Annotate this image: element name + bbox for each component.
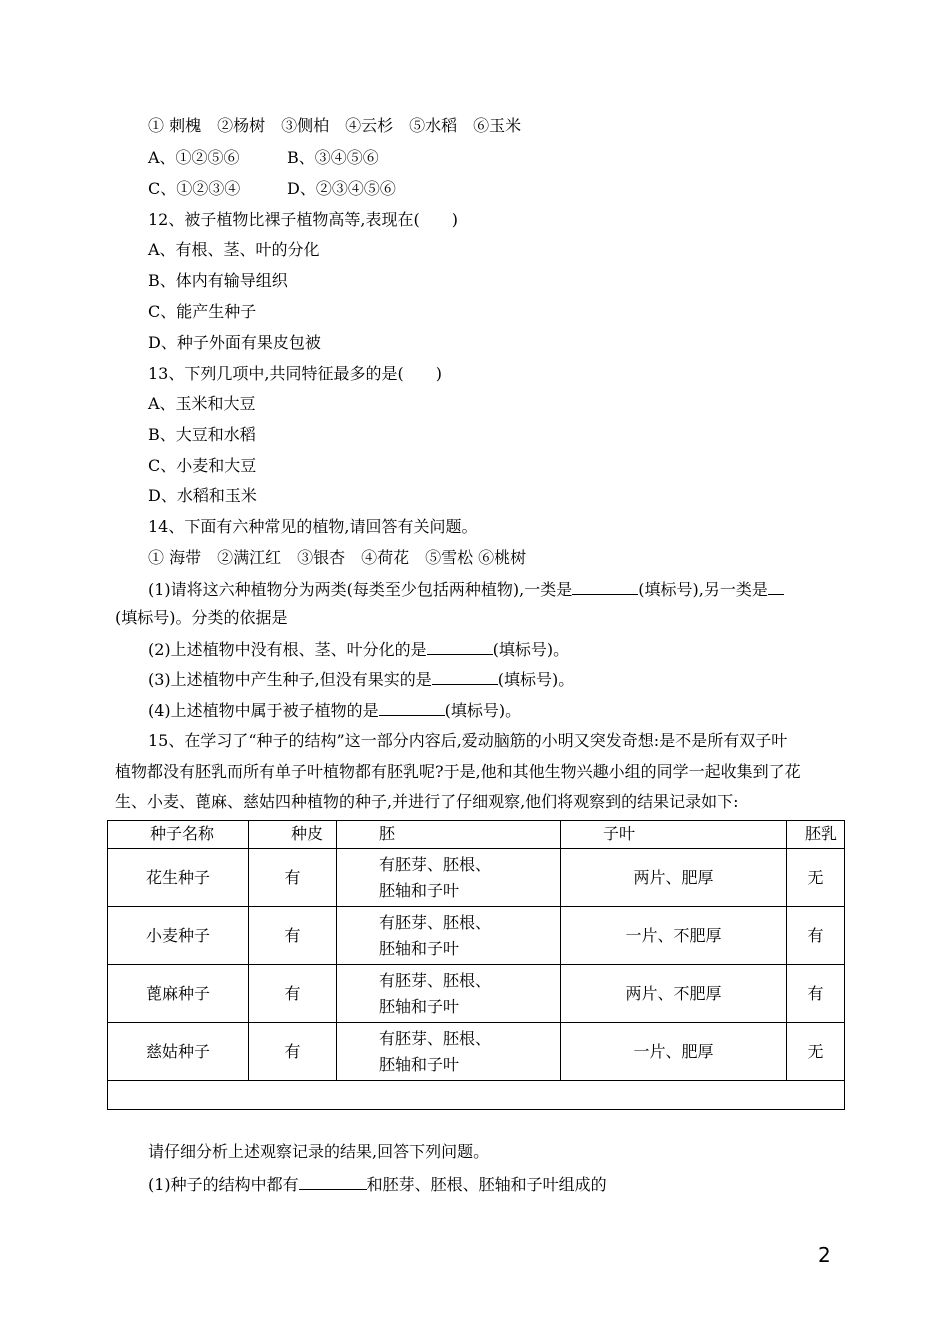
seed-coat-cell: 有 (249, 907, 337, 965)
q14-part4-text-a: (4)上述植物中属于被子植物的是 (148, 701, 379, 720)
q12-stem: 12、被子植物比裸子植物高等,表现在( ) (148, 210, 458, 229)
header-cotyledon: 子叶 (561, 821, 787, 849)
embryo-line-2: 胚轴和子叶 (379, 880, 460, 900)
empty-cell (108, 1081, 845, 1110)
embryo-line-2: 胚轴和子叶 (379, 1054, 460, 1074)
q12-choice-b: B、体内有输导组织 (148, 271, 288, 290)
q15-line3: 生、小麦、蓖麻、慈姑四种植物的种子,并进行了仔细观察,他们将观察到的结果记录如下: (115, 792, 739, 811)
table-row (108, 907, 845, 965)
q11-choice-d: D、②③④⑤⑥ (287, 179, 396, 198)
seed-coat-cell: 有 (249, 1023, 337, 1081)
answer-blank[interactable] (572, 578, 638, 595)
seed-name-cell: 慈姑种子 (108, 1023, 249, 1081)
q13-choice-d: D、水稻和玉米 (148, 486, 257, 505)
embryo-line-1: 有胚芽、胚根、 (379, 854, 492, 874)
q14-part1-text-a: (1)请将这六种植物分为两类(每类至少包括两种植物),一类是 (148, 580, 573, 599)
answer-blank[interactable] (768, 578, 784, 595)
q14-part4-text-b: (填标号)。 (444, 701, 522, 720)
answer-blank[interactable] (299, 1173, 367, 1190)
q13-choice-a: A、玉米和大豆 (148, 394, 256, 413)
q14-options: ① 海带 ②满江红 ③银杏 ④荷花 ⑤雪松 ⑥桃树 (148, 548, 527, 567)
q11-options: ① 刺槐 ②杨树 ③侧柏 ④云杉 ⑤水稻 ⑥玉米 (148, 116, 522, 135)
q15-line2: 植物都没有胚乳而所有单子叶植物都有胚乳呢?于是,他和其他生物兴趣小组的同学一起收集到了花 (115, 762, 801, 781)
q15-line1: 15、在学习了“种子的结构”这一部分内容后,爱动脑筋的小明又突发奇想:是不是所有双子叶 (148, 731, 788, 750)
seed-name-cell: 小麦种子 (108, 907, 249, 965)
embryo-cell (337, 1023, 561, 1081)
embryo-line-2: 胚轴和子叶 (379, 938, 460, 958)
q11-choice-a: A、①②⑤⑥ (148, 148, 240, 167)
seed-coat-cell: 有 (249, 965, 337, 1023)
q15-part1-text-b: 和胚芽、胚根、胚轴和子叶组成的 (366, 1175, 607, 1194)
q14-part2 (148, 638, 569, 660)
embryo-line-2: 胚轴和子叶 (379, 996, 460, 1016)
table-row (108, 1023, 845, 1081)
endosperm-cell: 有 (787, 907, 845, 965)
header-endosperm: 胚乳 (787, 821, 845, 849)
embryo-cell (337, 965, 561, 1023)
q12-choice-c: C、能产生种子 (148, 302, 257, 321)
endosperm-cell: 无 (787, 1023, 845, 1081)
q15-part1-text-a: (1)种子的结构中都有 (148, 1175, 299, 1194)
endosperm-cell: 有 (787, 965, 845, 1023)
embryo-cell (337, 849, 561, 907)
embryo-cell (337, 907, 561, 965)
analysis-intro: 请仔细分析上述观察记录的结果,回答下列问题。 (148, 1142, 490, 1161)
q12-choice-d: D、种子外面有果皮包被 (148, 333, 321, 352)
q14-part2-text-a: (2)上述植物中没有根、茎、叶分化的是 (148, 640, 427, 659)
q14-part3-text-a: (3)上述植物中产生种子,但没有果实的是 (148, 670, 432, 689)
header-embryo: 胚 (337, 821, 561, 849)
q14-stem: 14、下面有六种常见的植物,请回答有关问题。 (148, 517, 478, 536)
cotyledon-cell: 一片、不肥厚 (561, 907, 787, 965)
endosperm-cell: 无 (787, 849, 845, 907)
header-seed-coat: 种皮 (249, 821, 337, 849)
q13-stem: 13、下列几项中,共同特征最多的是( ) (148, 364, 442, 383)
seed-observation-table (107, 820, 845, 1110)
q12-choice-a: A、有根、茎、叶的分化 (148, 240, 320, 259)
q13-choice-b: B、大豆和水稻 (148, 425, 256, 444)
seed-coat-cell: 有 (249, 849, 337, 907)
q14-part1-text-b: (填标号),另一类是 (638, 580, 768, 599)
q14-part3 (148, 668, 574, 690)
seed-name-cell: 蓖麻种子 (108, 965, 249, 1023)
q11-choice-b: B、③④⑤⑥ (287, 148, 379, 167)
embryo-line-1: 有胚芽、胚根、 (379, 912, 492, 932)
q13-choice-c: C、小麦和大豆 (148, 456, 257, 475)
table-row (108, 965, 845, 1023)
q15-part1 (148, 1173, 607, 1195)
q14-part1-line2: (填标号)。分类的依据是 (115, 608, 288, 627)
q14-part4 (148, 699, 521, 721)
table-row (108, 849, 845, 907)
cotyledon-cell: 两片、不肥厚 (561, 965, 787, 1023)
table-header-row (108, 821, 845, 849)
header-seed-name: 种子名称 (108, 821, 249, 849)
page-number: 2 (818, 1243, 831, 1267)
seed-name-cell: 花生种子 (108, 849, 249, 907)
q14-part2-text-b: (填标号)。 (492, 640, 570, 659)
q14-part3-text-b: (填标号)。 (497, 670, 575, 689)
answer-blank[interactable] (427, 638, 493, 655)
q11-choice-c: C、①②③④ (148, 179, 241, 198)
cotyledon-cell: 一片、肥厚 (561, 1023, 787, 1081)
cotyledon-cell: 两片、肥厚 (561, 849, 787, 907)
answer-blank[interactable] (379, 699, 445, 716)
table-empty-row (108, 1081, 845, 1110)
embryo-line-1: 有胚芽、胚根、 (379, 1028, 492, 1048)
q14-part1-line1 (148, 578, 784, 600)
embryo-line-1: 有胚芽、胚根、 (379, 970, 492, 990)
answer-blank[interactable] (432, 668, 498, 685)
